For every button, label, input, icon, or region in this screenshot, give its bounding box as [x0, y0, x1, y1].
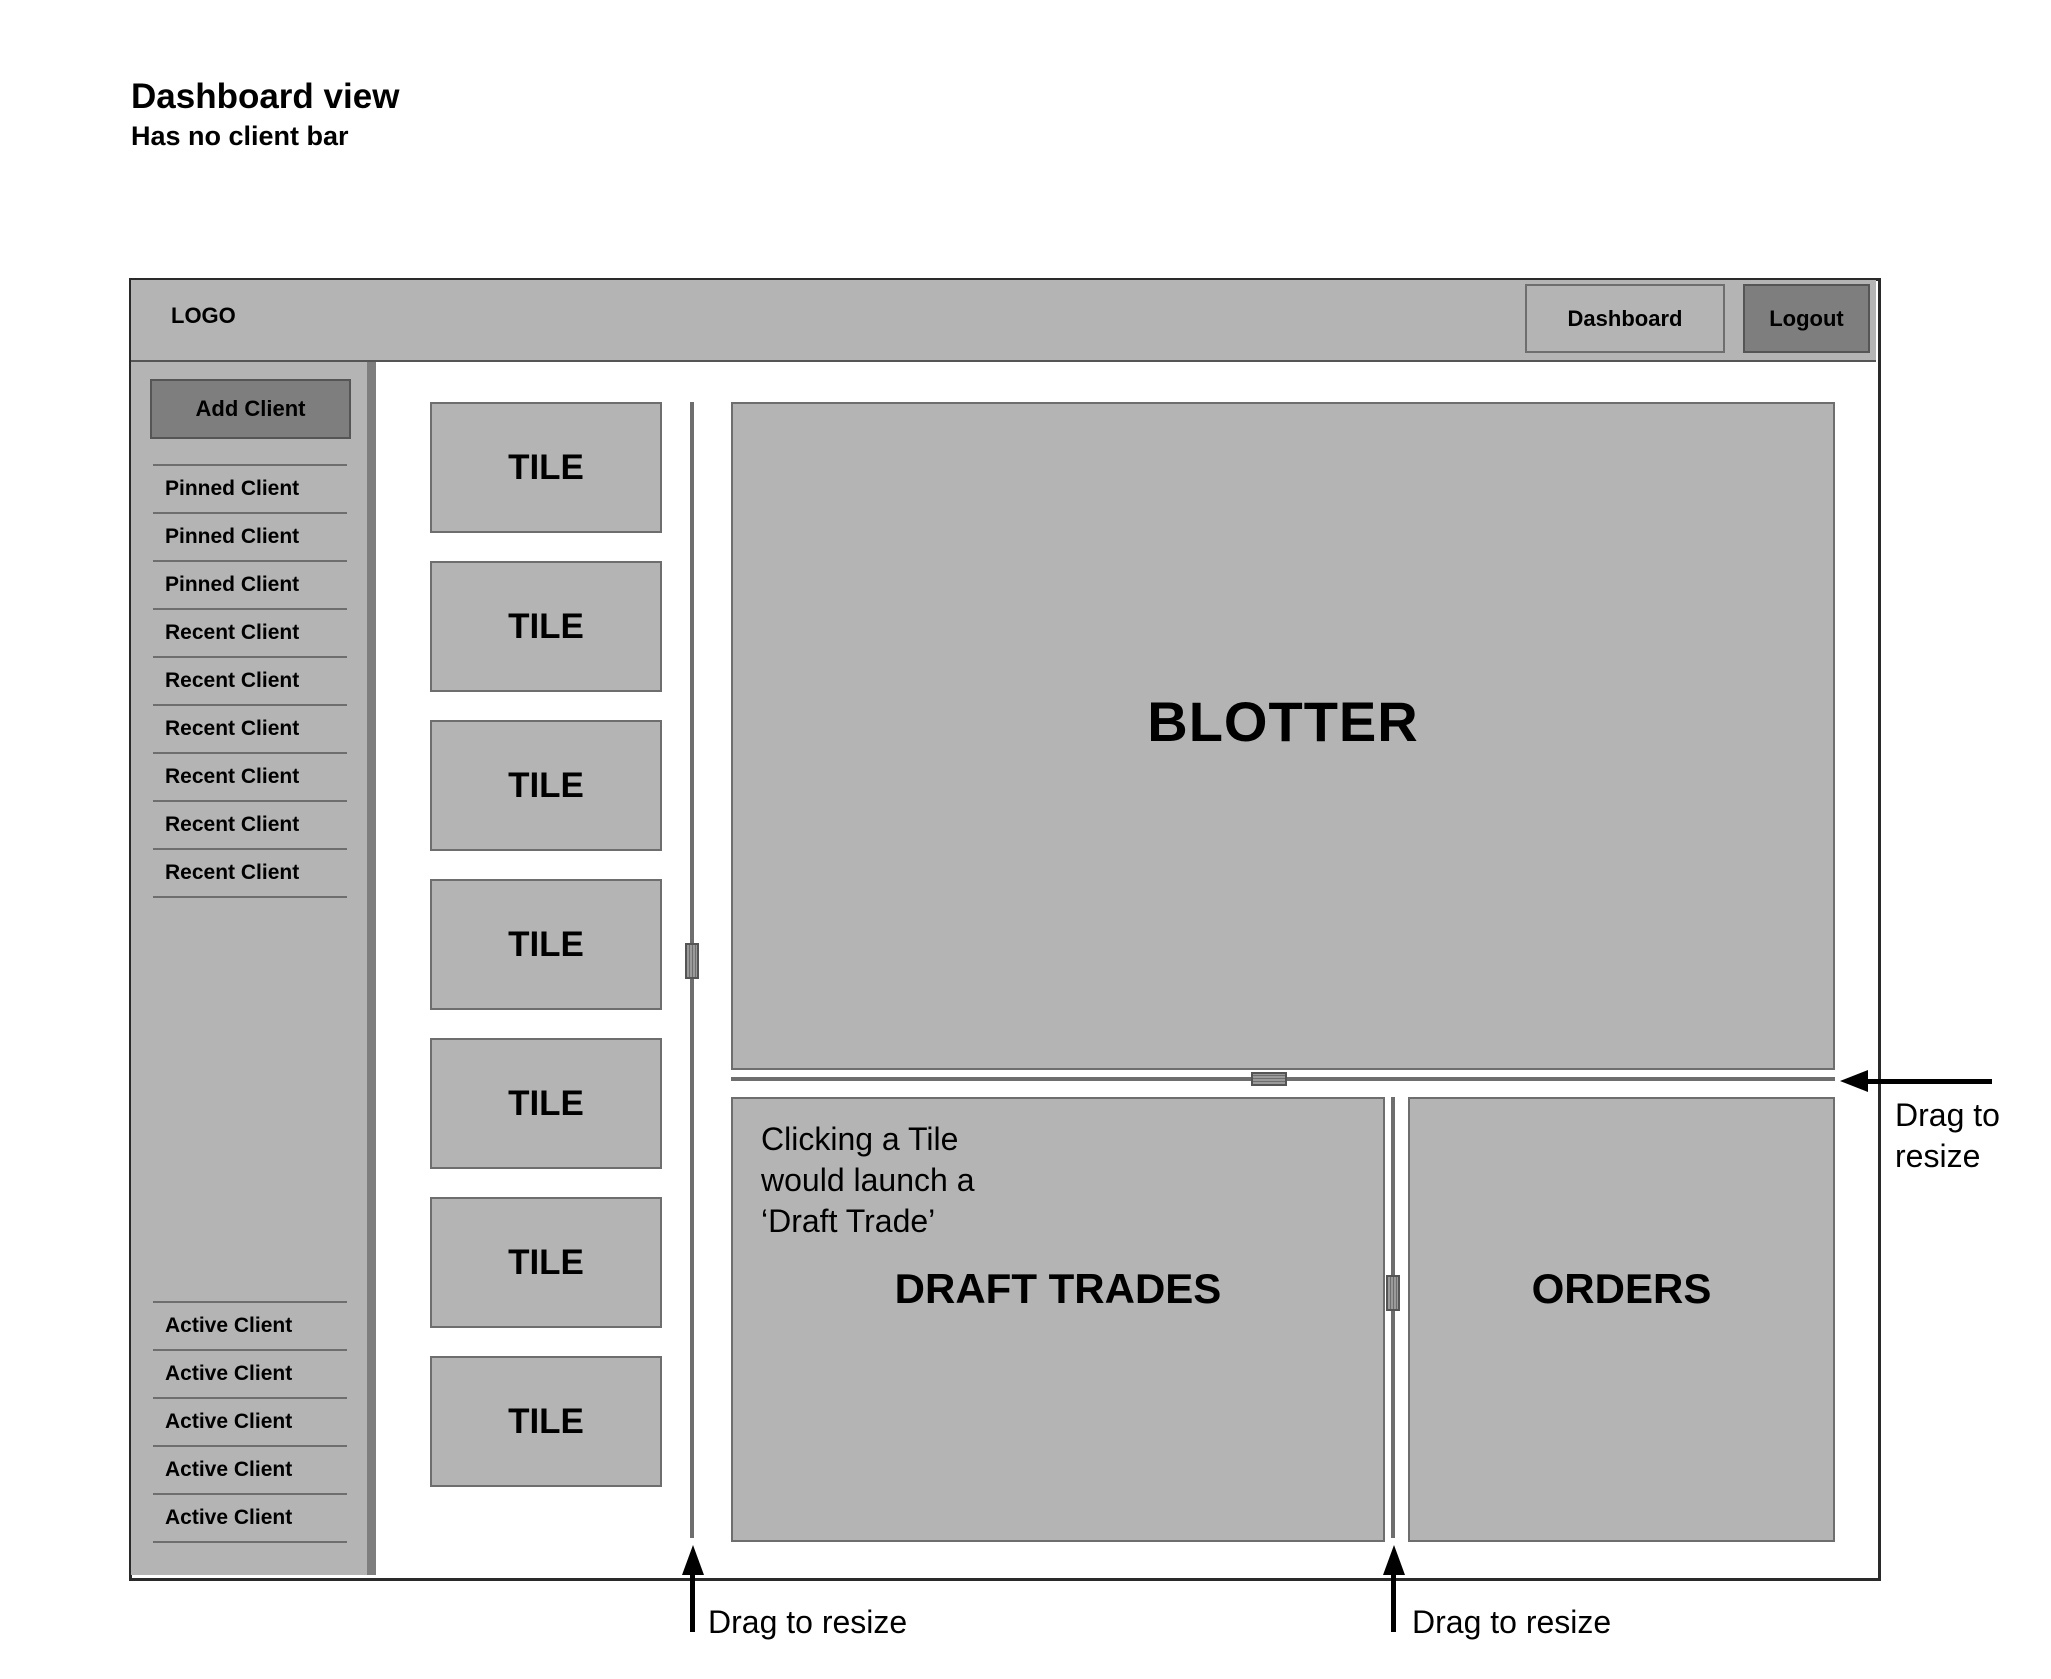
tile[interactable]: TILE [430, 561, 662, 692]
orders-title: ORDERS [1531, 1265, 1712, 1312]
tile[interactable]: TILE [430, 1197, 662, 1328]
active-client-item[interactable]: Active Client [153, 1399, 347, 1447]
draft-note-line: would launch a [761, 1162, 975, 1198]
active-client-item[interactable]: Active Client [153, 1351, 347, 1399]
draft-trades-title: DRAFT TRADES [894, 1265, 1222, 1312]
active-client-item[interactable]: Active Client [153, 1495, 347, 1543]
recent-client-item[interactable]: Recent Client [153, 850, 347, 898]
orders-splitter[interactable] [1391, 1097, 1395, 1538]
orders-splitter-handle[interactable] [1386, 1275, 1400, 1311]
draft-note-line: ‘Draft Trade’ [761, 1203, 936, 1239]
tiles-splitter-handle[interactable] [685, 943, 699, 979]
dashboard-button[interactable]: Dashboard [1525, 284, 1725, 353]
active-client-item[interactable]: Active Client [153, 1447, 347, 1495]
pinned-client-item[interactable]: Pinned Client [153, 562, 347, 610]
orders-panel [1408, 1097, 1835, 1542]
recent-client-item[interactable]: Recent Client [153, 610, 347, 658]
tile[interactable]: TILE [430, 879, 662, 1010]
blotter-title: BLOTTER [1147, 690, 1419, 753]
active-client-item[interactable]: Active Client [153, 1303, 347, 1351]
resize-annotation-line: resize [1895, 1138, 1981, 1174]
page-title: Dashboard view [131, 77, 400, 116]
arrow-left-icon [1860, 1079, 1992, 1084]
active-client-list [153, 1301, 347, 1543]
pinned-client-item[interactable]: Pinned Client [153, 466, 347, 514]
logo: LOGO [171, 303, 236, 328]
pinned-recent-client-list [153, 464, 347, 898]
tile[interactable]: TILE [430, 402, 662, 533]
recent-client-item[interactable]: Recent Client [153, 802, 347, 850]
arrow-up-icon [690, 1570, 695, 1632]
recent-client-item[interactable]: Recent Client [153, 706, 347, 754]
blotter-panel [731, 402, 1835, 1070]
blotter-splitter-handle[interactable] [1251, 1072, 1287, 1086]
draft-trades-note [761, 1119, 1061, 1242]
recent-client-item[interactable]: Recent Client [153, 754, 347, 802]
tile[interactable]: TILE [430, 1356, 662, 1487]
resize-annotation-line: Drag to [1895, 1097, 2000, 1133]
pinned-client-item[interactable]: Pinned Client [153, 514, 347, 562]
tile[interactable]: TILE [430, 1038, 662, 1169]
logout-button[interactable]: Logout [1743, 284, 1870, 353]
page-subtitle: Has no client bar [131, 121, 349, 151]
resize-annotation: Drag to resize [708, 1604, 908, 1640]
sidebar-divider [367, 362, 376, 1575]
tile[interactable]: TILE [430, 720, 662, 851]
arrow-up-icon [1391, 1570, 1396, 1632]
arrow-head-left-icon [1840, 1070, 1868, 1092]
resize-annotation [1895, 1095, 2000, 1177]
add-client-button[interactable]: Add Client [150, 379, 351, 439]
recent-client-item[interactable]: Recent Client [153, 658, 347, 706]
draft-note-line: Clicking a Tile [761, 1121, 959, 1157]
resize-annotation: Drag to resize [1412, 1604, 1612, 1640]
draft-trades-panel [731, 1097, 1385, 1542]
